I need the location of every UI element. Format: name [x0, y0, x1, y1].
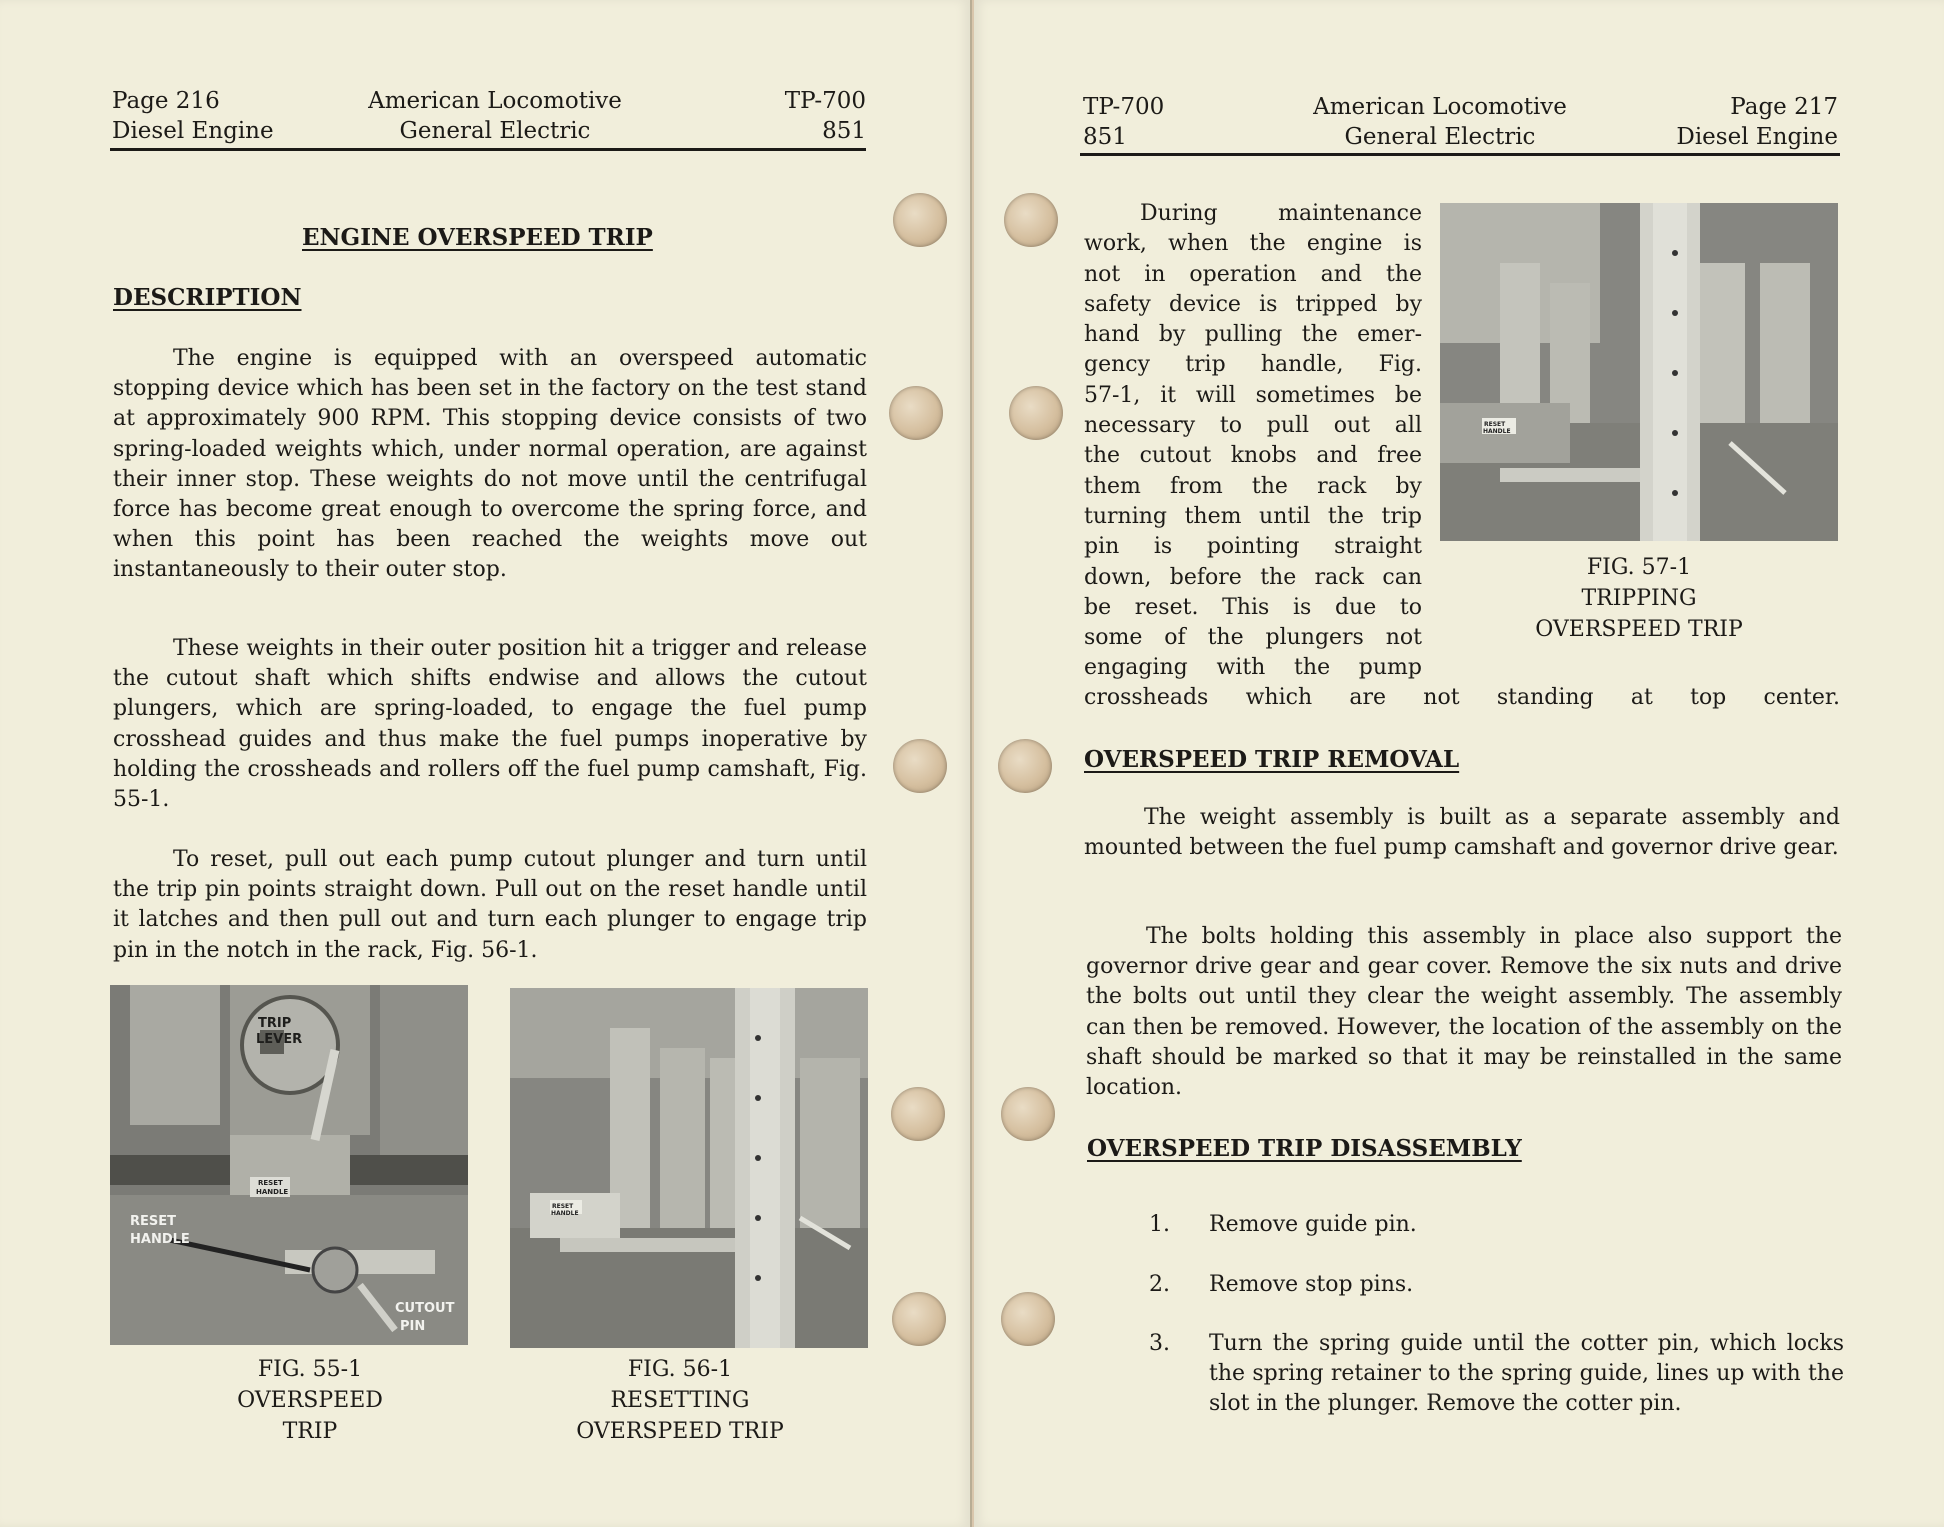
company-name: American Locomotive: [1313, 94, 1567, 120]
header-rule: [110, 148, 866, 151]
step-number: 1.: [1149, 1212, 1170, 1237]
step-text: Turn the spring guide until the cotter pin, which locks the spring retainer to the spring guide, lines up with the slot in the plunger. Remove the cotter pin.: [1209, 1331, 1844, 1416]
paragraph: The weight assembly is built as a separate assembly and mounted between the fuel pump camshaft and governor drive gear.: [1084, 805, 1840, 861]
text-line: engaging with the pump: [1084, 655, 1422, 681]
plate-label: HANDLE: [256, 1188, 289, 1196]
company-name-2: General Electric: [1344, 124, 1536, 150]
step-text: Remove stop pins.: [1209, 1272, 1414, 1297]
text-line: crossheads which are not standing at top center.: [1084, 685, 1840, 710]
punch-hole: [889, 386, 943, 440]
figure-57-1-photo: [1440, 203, 1838, 541]
figure-number: FIG. 57-1: [1586, 555, 1692, 580]
text-line: hand by pulling the emer-: [1084, 322, 1422, 348]
doc-code: TP-700: [1083, 94, 1165, 120]
punch-hole: [893, 193, 947, 247]
reset-handle-label: RESET: [130, 1214, 177, 1229]
page-title: ENGINE OVERSPEED TRIP: [302, 224, 653, 251]
doc-number: 851: [1083, 124, 1127, 150]
punch-hole: [1009, 386, 1063, 440]
text-line: them from the rack by: [1084, 473, 1422, 499]
text-line: down, before the rack can: [1084, 564, 1422, 590]
step-number: 3.: [1149, 1331, 1170, 1356]
figure-title: TRIPPING: [1581, 586, 1697, 611]
right-header-company: [1290, 92, 1590, 152]
page-subject: Diesel Engine: [1676, 124, 1838, 150]
reset-handle-label: HANDLE: [130, 1232, 190, 1247]
punch-hole: [998, 739, 1052, 793]
step-number: 2.: [1149, 1272, 1170, 1297]
company-name: American Locomotive: [368, 88, 622, 114]
header-rule: [1080, 153, 1840, 156]
text-line: turning them until the trip: [1084, 503, 1422, 529]
figure-57-1-caption: [1479, 552, 1799, 645]
paragraph: The bolts holding this assembly in place also support the governor drive gear and gear cover. Remove the six nuts and drive the bolts out until they clear the weight assembly. The assembly can then be removed. However, the location of the assembly on the shaft should be marked so that it may be reinstalled in the same location.: [1086, 924, 1842, 1101]
punch-hole: [891, 1087, 945, 1141]
right-header-doc: [1083, 92, 1164, 152]
doc-number: 851: [822, 118, 866, 144]
figure-56-1-caption: [530, 1354, 830, 1447]
right-page: [974, 0, 1944, 1527]
punch-hole: [1004, 193, 1058, 247]
text-line: work, when the engine is: [1084, 231, 1422, 257]
plate-label: HANDLE: [551, 1210, 579, 1217]
figure-title: OVERSPEED: [237, 1388, 383, 1413]
figure-title: OVERSPEED TRIP: [576, 1419, 784, 1444]
company-name-2: General Electric: [399, 118, 591, 144]
left-header-page: [112, 86, 274, 146]
section-heading: DESCRIPTION: [113, 284, 302, 311]
text-line: necessary to pull out all: [1084, 413, 1422, 439]
step-text: Remove guide pin.: [1209, 1212, 1417, 1237]
text-line: gency trip handle, Fig.: [1084, 352, 1422, 378]
right-header-page: [1654, 92, 1838, 152]
intro-text: [1084, 199, 1422, 684]
figure-56-1-photo: [510, 988, 868, 1348]
plate-label: RESET: [1484, 421, 1506, 428]
text-line: During maintenance: [1140, 201, 1422, 226]
figure-55-1-caption: [170, 1354, 450, 1447]
section-heading: OVERSPEED TRIP DISASSEMBLY: [1087, 1135, 1522, 1162]
cutout-pin-label: CUTOUT: [395, 1301, 455, 1316]
text-line: not in operation and the: [1084, 261, 1422, 287]
section-heading: OVERSPEED TRIP REMOVAL: [1084, 746, 1460, 773]
text-line: the cutout knobs and free: [1084, 443, 1422, 469]
figure-title: OVERSPEED TRIP: [1535, 617, 1743, 642]
page-subject: Diesel Engine: [112, 118, 274, 144]
text-line: pin is pointing straight: [1084, 534, 1422, 560]
punch-hole: [892, 1292, 946, 1346]
page-number: Page 216: [112, 88, 220, 114]
plate-label: RESET: [258, 1179, 283, 1187]
page-number: Page 217: [1730, 94, 1838, 120]
cutout-pin-label: PIN: [400, 1319, 426, 1334]
paragraph: To reset, pull out each pump cutout plunger and turn until the trip pin points straight down. Pull out on the reset handle until it latches and then pull out and turn each plunger to engage trip pin in the notch in the rack, Fig. 56-1.: [113, 847, 867, 963]
figure-number: FIG. 55-1: [257, 1357, 363, 1382]
paragraph: The engine is equipped with an overspeed automatic stopping device which has been set in the factory on the test stand at approximately 900 RPM. This stopping device consists of two spring-loaded weights which, under normal operation, are against their inner stop. These weights do not move until the centrifugal force has become great enough to overcome the spring force, and when this point has been reached the weights move out instantaneously to their outer stop.: [113, 346, 867, 583]
left-header-company: [350, 86, 640, 146]
punch-hole: [1001, 1087, 1055, 1141]
punch-hole: [893, 739, 947, 793]
figure-55-1-photo: [110, 985, 468, 1345]
text-line: be reset. This is due to: [1084, 594, 1422, 620]
paragraph: These weights in their outer position hit a trigger and release the cutout shaft which shifts endwise and allows the cutout plungers, which are spring-loaded, to engage the fuel pump crosshead guides and thus make the fuel pumps inoperative by holding the crossheads and rollers off the fuel pump camshaft, Fig. 55-1.: [113, 636, 867, 813]
figure-number: FIG. 56-1: [627, 1357, 733, 1382]
figure-title: RESETTING: [610, 1388, 750, 1413]
figure-title: TRIP: [282, 1419, 338, 1444]
plate-label: RESET: [552, 1203, 574, 1210]
left-header-doc: [720, 86, 866, 146]
trip-lever-label: LEVER: [256, 1032, 303, 1047]
text-line: 57-1, it will sometimes be: [1084, 382, 1422, 408]
punch-hole: [1001, 1292, 1055, 1346]
trip-lever-label: TRIP: [258, 1016, 292, 1031]
text-line: some of the plungers not: [1084, 625, 1422, 651]
text-line: safety device is tripped by: [1084, 291, 1422, 317]
doc-code: TP-700: [784, 88, 866, 114]
plate-label: HANDLE: [1483, 428, 1511, 435]
